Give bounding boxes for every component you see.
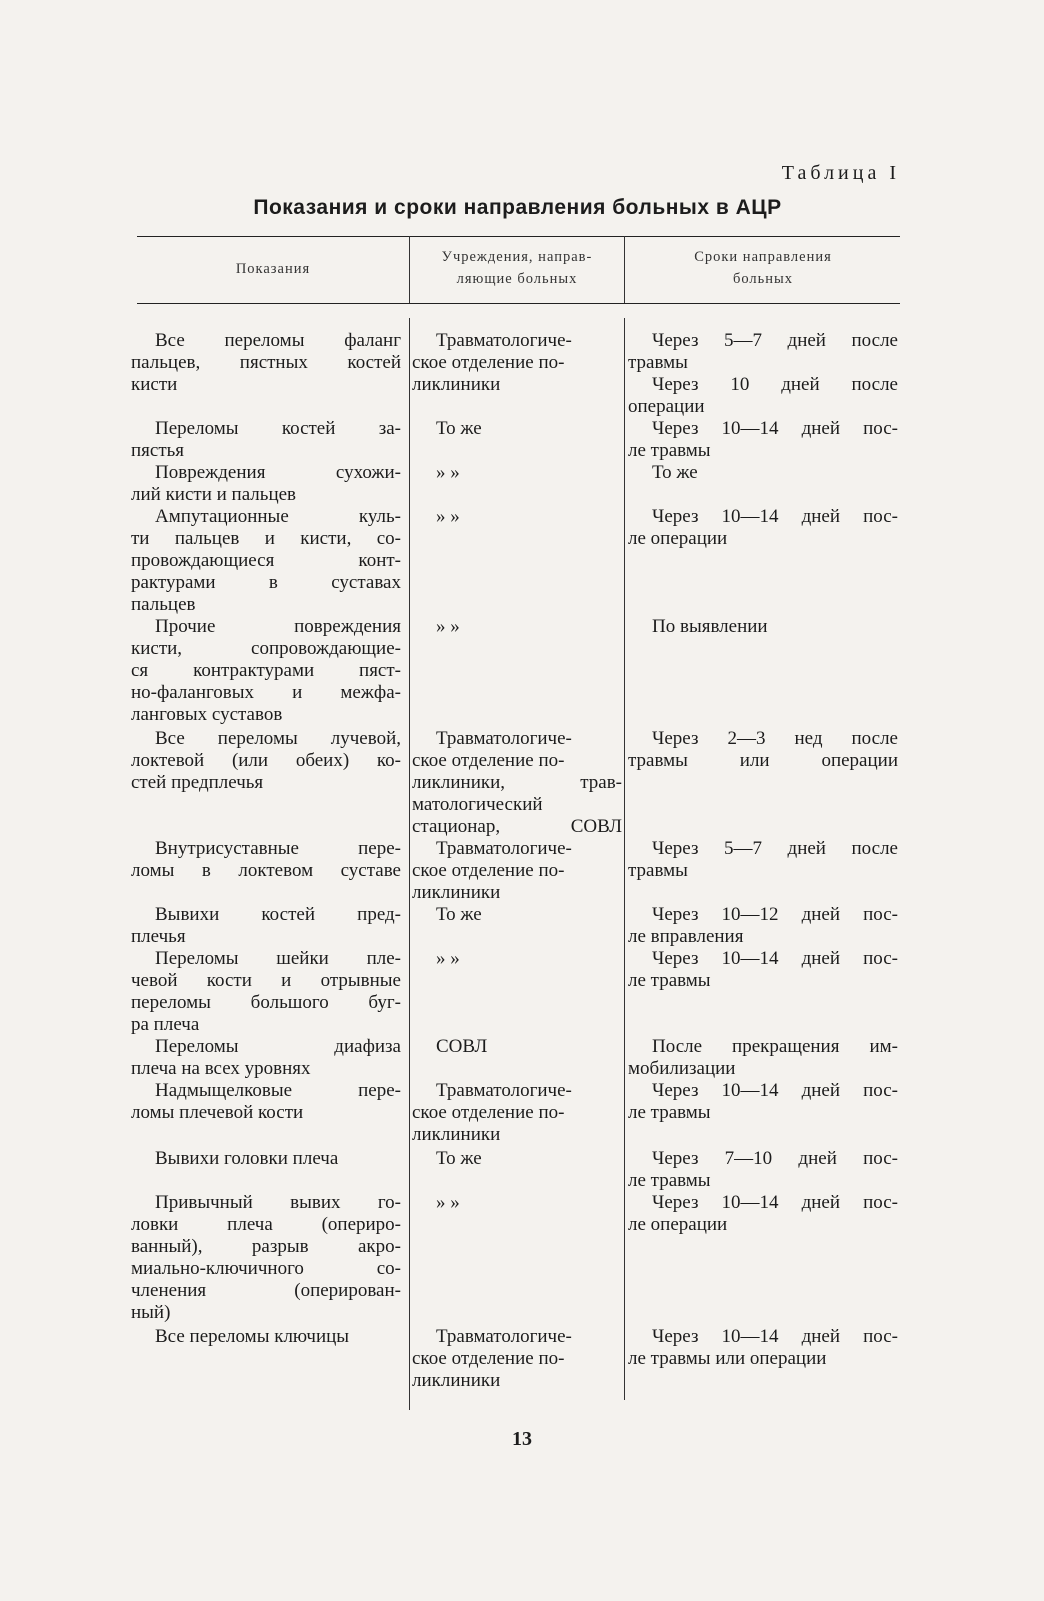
- row-institution: СОВЛ: [436, 1036, 488, 1057]
- row-terms: Через 10—14 дней пос- ле травмы: [628, 418, 898, 461]
- row-indication: Вывихи головки плеча: [155, 1148, 339, 1169]
- row-indication: Все переломы лучевой, локтевой (или обеих) ко- стей предплечья: [131, 728, 401, 793]
- row-institution: » »: [436, 616, 460, 637]
- row-indication: Прочие повреждения кисти, сопровождающие- ся контрактурами пяст- но-фаланговых и межфа- ланговых суставов: [131, 616, 401, 725]
- row-terms: Через 5—7 дней после травмы Через 10 дней после операции: [628, 330, 898, 417]
- row-terms: По выявлении: [652, 616, 768, 637]
- row-indication: Вывихи костей пред- плечья: [131, 904, 401, 947]
- row-terms: Через 10—12 дней пос- ле вправления: [628, 904, 898, 947]
- row-terms: Через 10—14 дней пос- ле травмы: [628, 1080, 898, 1123]
- row-terms: То же: [652, 462, 698, 483]
- header-indications: Показания: [235, 261, 311, 277]
- row-institution: Травматологиче- ское отделение по- ликлиники: [412, 330, 572, 395]
- row-indication: Внутрисуставные пере- ломы в локтевом суставе: [131, 838, 401, 881]
- row-institution: То же: [436, 904, 482, 925]
- row-indication: Повреждения сухожи- лий кисти и пальцев: [131, 462, 401, 505]
- row-terms: Через 10—14 дней пос- ле травмы: [628, 948, 898, 991]
- row-terms: Через 2—3 нед после травмы или операции: [628, 728, 898, 771]
- column-divider-1: [409, 318, 410, 1410]
- row-terms: Через 7—10 дней пос- ле травмы: [628, 1148, 898, 1191]
- row-terms: После прекращения им- мобилизации: [628, 1036, 898, 1079]
- row-institution: Травматологиче- ское отделение по- ликлиники: [412, 1080, 572, 1145]
- row-institution: То же: [436, 418, 482, 439]
- header-divider-1: [409, 236, 410, 303]
- row-indication: Привычный вывих го- ловки плеча (опериро- ванный), разрыв акро- миально-ключичного со- членения (оперирован- ный): [131, 1192, 401, 1323]
- column-divider-2: [624, 318, 625, 1400]
- row-institution: Травматологиче- ское отделение по- ликлиники: [412, 838, 572, 903]
- table-top-rule: [137, 236, 900, 237]
- row-institution: » »: [436, 462, 460, 483]
- header-divider-2: [624, 236, 625, 303]
- row-institution: Травматологиче- ское отделение по- ликлиники: [412, 1326, 572, 1391]
- row-institution: » »: [436, 506, 460, 527]
- row-terms: Через 10—14 дней пос- ле операции: [628, 1192, 898, 1235]
- table-title: Показания и сроки направления больных в АЦР: [253, 196, 782, 219]
- row-indication: Надмыщелковые пере- ломы плечевой кости: [131, 1080, 401, 1123]
- row-institution: Травматологиче- ское отделение по- ликлиники, трав- матологический стационар, СОВЛ: [412, 728, 622, 837]
- row-institution: » »: [436, 948, 460, 969]
- row-indication: Переломы костей за- пястья: [131, 418, 401, 461]
- row-indication: Ампутационные куль- ти пальцев и кисти, со- провождающиеся конт- рактурами в суставах пальцев: [131, 506, 401, 615]
- table-label: Таблица I: [781, 162, 900, 184]
- header-institutions: Учреждения, направ- ляющие больных: [441, 249, 593, 287]
- row-terms: Через 10—14 дней пос- ле травмы или операции: [628, 1326, 898, 1369]
- row-terms: Через 5—7 дней после травмы: [628, 838, 898, 881]
- row-indication: Все переломы ключицы: [155, 1326, 350, 1347]
- row-institution: То же: [436, 1148, 482, 1169]
- header-bottom-rule: [137, 303, 900, 304]
- row-institution: » »: [436, 1192, 460, 1213]
- row-indication: Переломы шейки пле- чевой кости и отрывные переломы большого буг- ра плеча: [131, 948, 401, 1035]
- header-terms: Сроки направления больных: [694, 249, 832, 287]
- page-number: 13: [512, 1428, 532, 1450]
- row-terms: Через 10—14 дней пос- ле операции: [628, 506, 898, 549]
- row-indication: Все переломы фаланг пальцев, пястных костей кисти: [131, 330, 401, 395]
- row-indication: Переломы диафиза плеча на всех уровнях: [131, 1036, 401, 1079]
